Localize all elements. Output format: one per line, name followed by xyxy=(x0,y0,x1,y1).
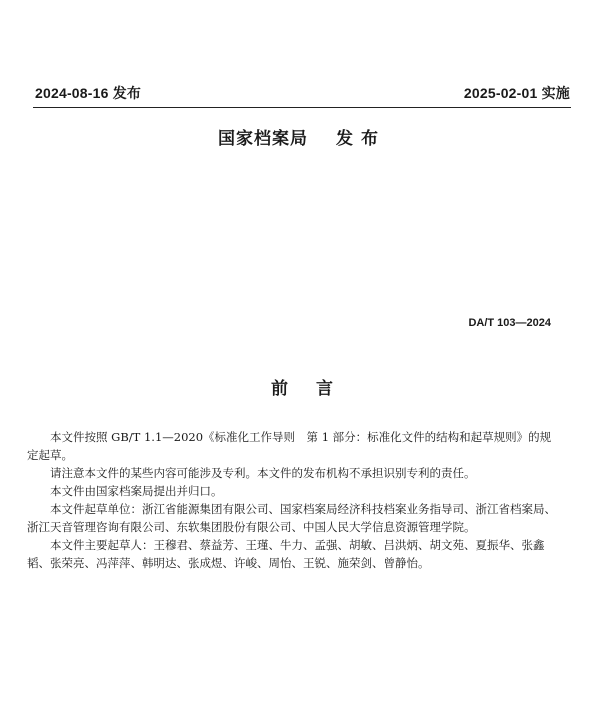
publish-date: 2024-08-16 发布 xyxy=(35,85,142,101)
foreword-paragraph: 本文件主要起草人：王穆君、蔡益芳、王瑾、牛力、孟强、胡敏、吕洪炳、胡文苑、夏振华、张鑫韬、张荣亮、冯萍萍、韩明达、张成煜、许峻、周怡、王锐、施荣剑、曾静怡。 xyxy=(27,538,545,570)
publisher-line xyxy=(0,124,604,149)
foreword-paragraph: 本文件按照 GB/T 1.1—2020《标准化工作导则 第 1 部分：标准化文件的结构和起草规则》的规定起草。 xyxy=(27,430,552,462)
publisher-action: 发布 xyxy=(336,129,386,148)
foreword-paragraph: 本文件起草单位：浙江省能源集团有限公司、国家档案局经济科技档案业务指导司、浙江省档案局、浙江天音管理咨询有限公司、东软集团股份有限公司、中国人民大学信息资源管理学院。 xyxy=(27,502,556,534)
implement-date: 2025-02-01 实施 xyxy=(463,85,570,101)
publisher-name: 国家档案局 xyxy=(218,129,308,148)
foreword-paragraph: 本文件由国家档案局提出并归口。 xyxy=(50,484,223,498)
foreword-paragraph: 请注意本文件的某些内容可能涉及专利。本文件的发布机构不承担识别专利的责任。 xyxy=(50,466,476,480)
standard-code: DA/T 103—2024 xyxy=(468,317,551,329)
foreword-body xyxy=(27,428,559,572)
foreword-title: 前言 xyxy=(271,379,361,398)
header-divider xyxy=(33,107,571,108)
